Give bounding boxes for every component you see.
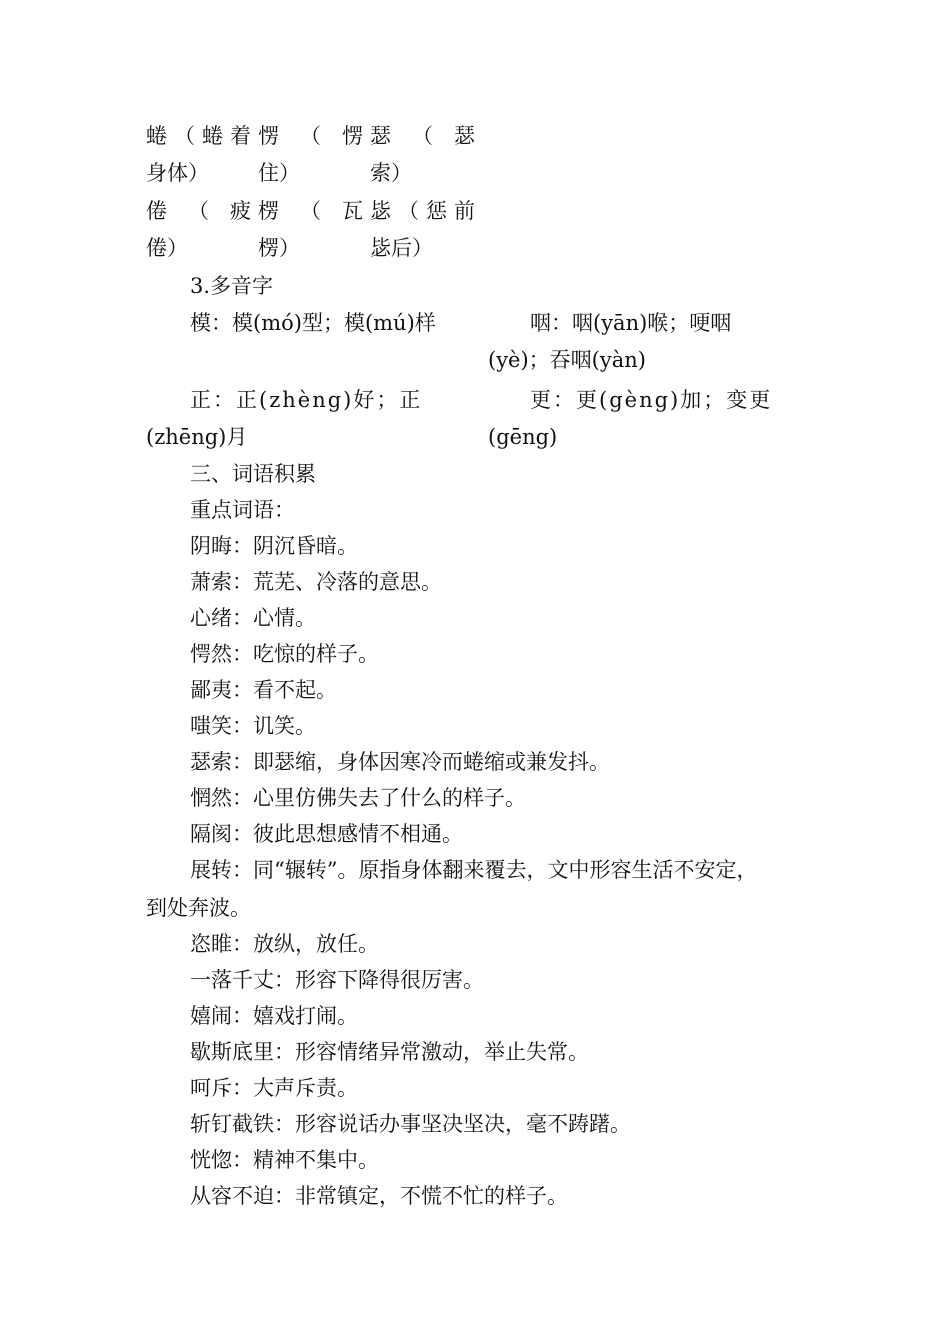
vocab-item: 嬉闹：嬉戏打闹。 <box>190 1004 358 1028</box>
polyphone-zheng-line1: 正：正(zhèng)好；正 <box>190 388 423 412</box>
char-cell: 倦（疲 倦） <box>146 199 251 260</box>
vocab-item-zhanzhuan-line2: 到处奔波。 <box>146 896 251 920</box>
polyphone-yan-line2: (yè)；吞咽(yàn) <box>488 348 646 372</box>
vocab-item: 斩钉截铁：形容说话办事坚决坚决，毫不踌躇。 <box>190 1112 631 1136</box>
vocab-item: 萧索：荒芜、冷落的意思。 <box>190 570 442 594</box>
vocab-item: 惘然：心里仿佛失去了什么的样子。 <box>190 786 526 810</box>
char-cell: 毖（惩前 毖后） <box>370 199 475 260</box>
char-cell: 楞（瓦 楞） <box>258 199 363 260</box>
char-cell: 愣（愣 住） <box>258 124 363 185</box>
polyphone-zheng-line2: (zhēng)月 <box>146 425 248 449</box>
char-cell: 瑟（瑟 索） <box>370 124 475 185</box>
char-cell: 蜷（蜷着 身体） <box>146 124 251 185</box>
vocab-item: 鄙夷：看不起。 <box>190 678 337 702</box>
vocab-heading: 重点词语： <box>190 498 295 522</box>
vocab-item: 嗤笑：讥笑。 <box>190 714 316 738</box>
polyphone-mo: 模：模(mó)型；模(mú)样 <box>190 311 436 335</box>
vocab-item: 愕然：吃惊的样子。 <box>190 642 379 666</box>
vocab-item: 恍惚：精神不集中。 <box>190 1148 379 1172</box>
vocab-item: 歇斯底里：形容情绪异常激动，举止失常。 <box>190 1040 589 1064</box>
polyphone-geng-line2: (gēng) <box>488 425 558 449</box>
polyphone-yan-line1: 咽：咽(yān)喉；哽咽 <box>530 311 732 335</box>
vocab-item: 恣睢：放纵，放任。 <box>190 932 379 956</box>
polyphone-geng-line1: 更：更(gèng)加；变更 <box>530 388 773 412</box>
vocab-item: 心绪：心情。 <box>190 606 316 630</box>
vocab-item-zhanzhuan-line1: 展转：同“辗转”。原指身体翻来覆去，文中形容生活不安定， <box>190 858 758 882</box>
vocab-item: 一落千丈：形容下降得很厉害。 <box>190 968 484 992</box>
section-title: 三、词语积累 <box>190 462 316 486</box>
vocab-item: 隔阂：彼此思想感情不相通。 <box>190 822 463 846</box>
vocab-item: 瑟索：即瑟缩，身体因寒冷而蜷缩或兼发抖。 <box>190 750 610 774</box>
vocab-item: 从容不迫：非常镇定，不慌不忙的样子。 <box>190 1184 568 1208</box>
vocab-item: 阴晦：阴沉昏暗。 <box>190 534 358 558</box>
polyphone-heading: 3.多音字 <box>190 274 274 298</box>
vocab-item: 呵斥：大声斥责。 <box>190 1076 358 1100</box>
